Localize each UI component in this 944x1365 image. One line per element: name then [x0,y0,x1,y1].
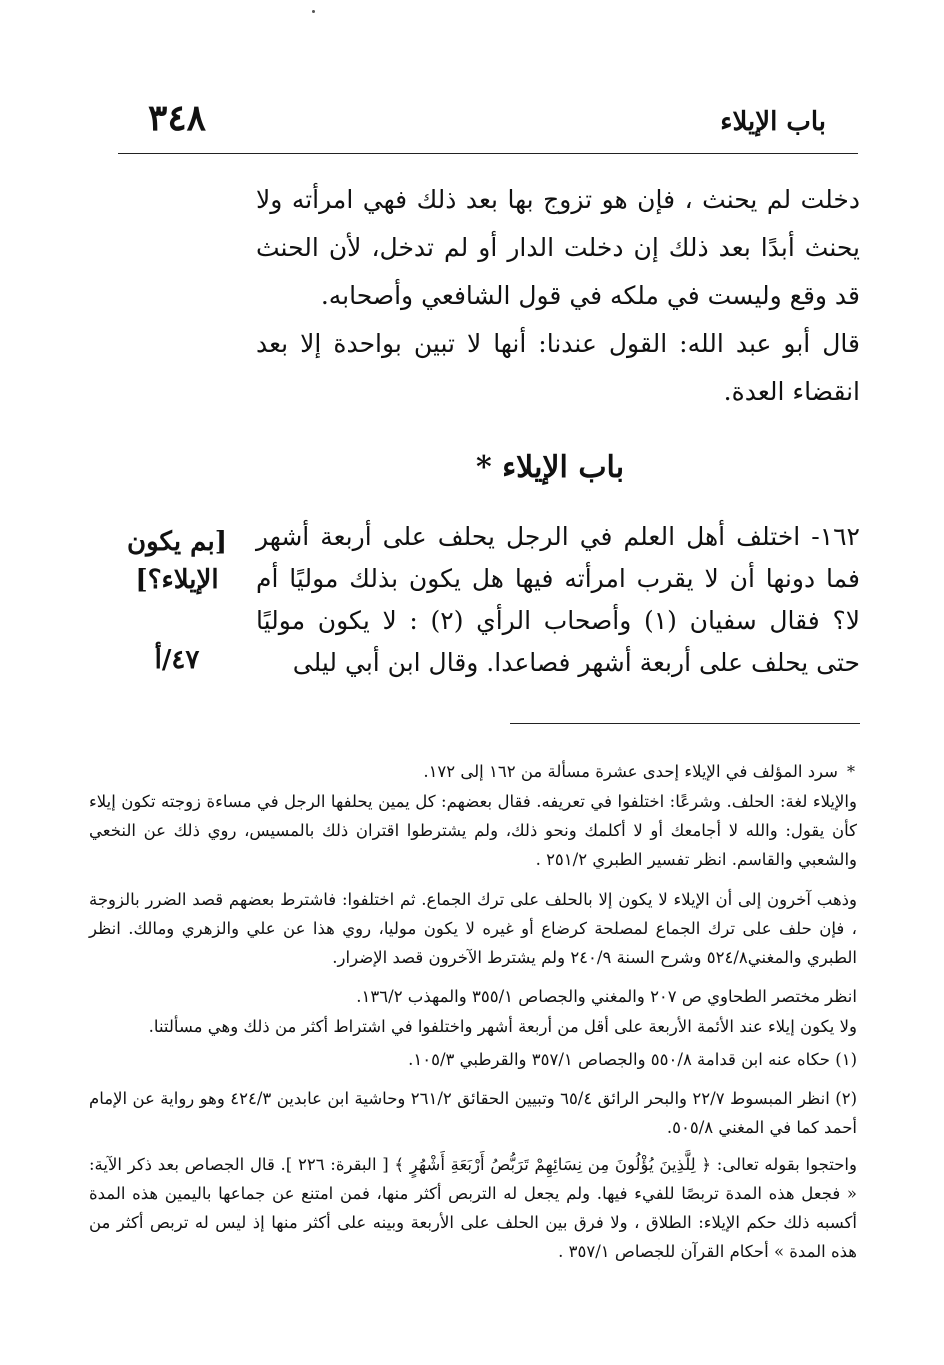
footnote-1: (١) حكاه عنه ابن قدامة ٥٥٠/٨ والجصاص ٣٥٧/١ والقرطبي ١٠٥/٣. [408,1050,857,1069]
header-rule [118,153,858,154]
section-title: باب الإيلاء * [475,450,625,485]
paragraph-162: ١٦٢- اختلف أهل العلم في الرجل يحلف على أربعة أشهر فما دونها أن لا يقرب امرأته فيها هل يكون بذلك موليًا أم لا؟ فقال سفيان (١) وأصحاب الرأي (٢) : لا يكون موليًا حتى يحلف على أربعة أشهر فصاعدا. وقال ابن أبي ليلى [256,522,860,677]
footnote-rule [510,723,860,724]
footnote-3: واحتجوا بقوله تعالى: ﴿ لِلَّذِينَ يُؤْلُونَ مِن نِسَائِهِمْ تَرَبُّصُ أَرْبَعَةِ أَشْهُرٍ ﴾ [ البقرة: ٢٢٦ ]. قال الجصاص بعد ذكر الآية: « فجعل هذه المدة تربصًا للفيء فيها. ولم يجعل له التربص أكثر منها، فمن امتنع عن جماعها باليمين هذه المدة أكسبه ذلك حكم الإيلاء: الطلاق ، ولا فرق بين الحلف على الأربعة وبينه على أكثر منها إذ ليس له تربص أكثر من هذه المدة » أحكام القرآن للجصاص ٣٥٧/١ . [89,1155,857,1261]
running-title: باب الإيلاء [720,107,826,137]
footnote-imams: ولا يكون إيلاء عند الأئمة الأربعة على أقل من أربعة أشهر واختلفوا في اشتراط أكثر من ذلك وهي مسألتنا. [148,1017,857,1036]
scan-speck [312,10,315,13]
footnote-others: وذهب آخرون إلى أن الإيلاء لا يكون إلا بالحلف على ترك الجماع. ثم اختلفوا: فاشترط بعضهم قصد الضرر بالزوجة ، فإن حلف على ترك الجماع لمصلحة كرضاع أو غيره لا يكون موليا، روي هذا عن علي والزهري ومالك. انظر الطبري والمغني٥٢٤/٨ وشرح السنة ٢٤٠/٩ ولم يشترط الآخرون قصد الإضرار. [89,890,857,967]
footnote-references: انظر مختصر الطحاوي ص ٢٠٧ والمغني والجصاص ٣٥٥/١ والمهذب ١٣٦/٢. [356,987,857,1006]
margin-folio: ٤٧/أ [154,645,200,675]
page-number: ٣٤٨ [148,97,207,139]
paragraph-continued: دخلت لم يحنث ، فإن هو تزوج بها بعد ذلك فهي امرأته ولا يحنث أبدًا بعد ذلك إن دخلت الدار أو لم تدخل، لأن الحنث قد وقع وليست في ملكه في قول الشافعي وأصحابه. [256,185,860,310]
margin-note-line2: الإيلاء؟] [135,565,219,595]
footnote-2: (٢) انظر المبسوط ٢٢/٧ والبحر الرائق ٦٥/٤ وتبيين الحقائق ٢٦١/٢ وحاشية ابن عابدين ٤٢٤/٣ وهو رواية عن الإمام أحمد كما في المغني ٥٠٥/٨. [89,1089,857,1137]
footnote-definition: والإيلاء لغة: الحلف. وشرعًا: اختلفوا في تعريفه. فقال بعضهم: كل يمين يحلفها الرجل في مساءة زوجته تكون إيلاء كأن يقول: والله لا أجامعك أو لا أكلمك ونحو ذلك، ولم يشترطوا اقتران ذلك بالمسيس، روي ذلك عن النخعي والشعبي والقاسم. انظر تفسير الطبري ٢٥١/٢ . [89,792,857,869]
footnote-star-mark: * [847,762,855,781]
footnote-star: سرد المؤلف في الإيلاء إحدى عشرة مسألة من ١٦٢ إلى ١٧٢. [423,762,838,781]
margin-note-line1: [بم يكون [126,527,227,557]
paragraph-abu-abdullah: قال أبو عبد الله: القول عندنا: أنها لا تبين بواحدة إلا بعد انقضاء العدة. [256,329,860,406]
